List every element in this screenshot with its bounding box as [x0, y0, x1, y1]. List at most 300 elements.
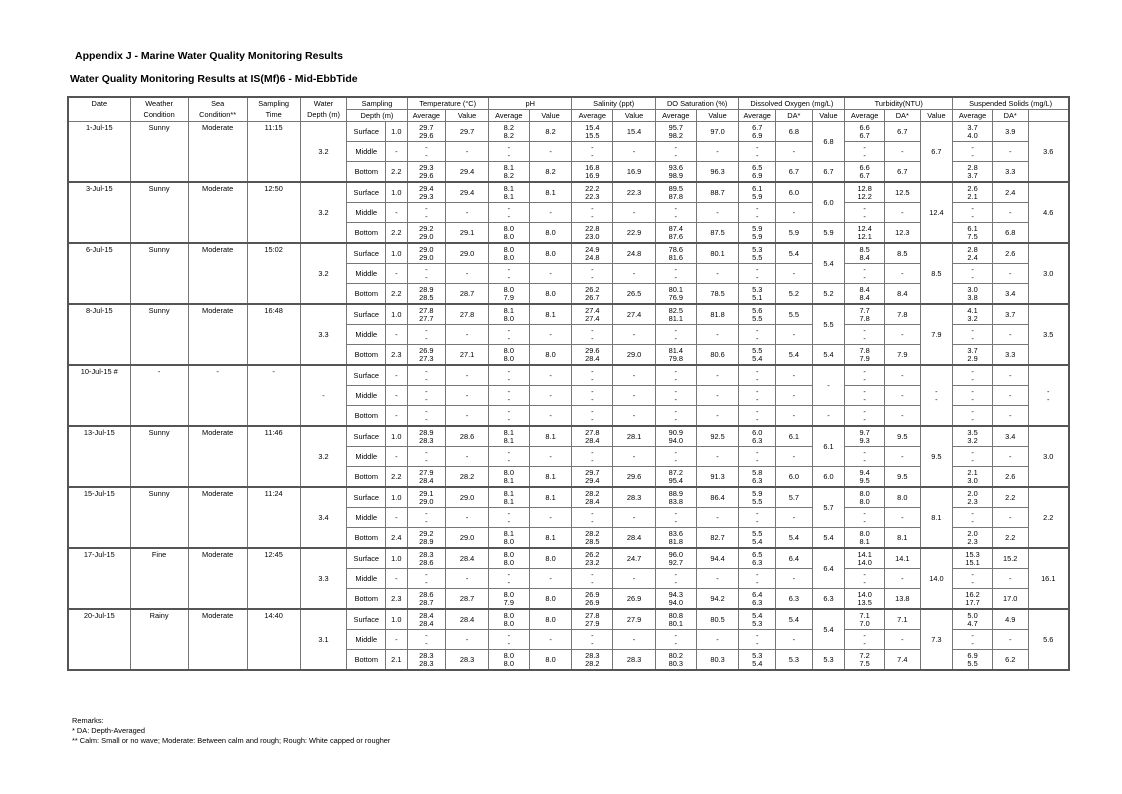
header-sub-0	[68, 110, 130, 122]
turb-cell: 8.0 8.0	[845, 487, 885, 508]
weather-cell: Sunny	[130, 487, 188, 548]
ph-avg-cell: 8.0	[529, 589, 572, 610]
ss-cell: 3.0 3.8	[953, 284, 993, 305]
temp-avg-cell: 27.1	[446, 345, 489, 366]
do-avg-cell: 5.5	[776, 304, 813, 325]
temp-cell: 26.9 27.3	[407, 345, 446, 366]
ph-cell: - -	[488, 203, 529, 223]
dos-cell: 90.9 94.0	[655, 426, 696, 447]
level-cell: Bottom	[347, 467, 386, 488]
dos-avg-cell: -	[696, 325, 739, 345]
level-cell: Middle	[347, 508, 386, 528]
temp-avg-cell: 29.0	[446, 528, 489, 549]
dos-cell: 88.9 83.8	[655, 487, 696, 508]
ph-avg-cell: 8.0	[529, 223, 572, 244]
dos-cell: - -	[655, 630, 696, 650]
turb-avg-cell: 8.0	[884, 487, 920, 508]
turb-da-cell: 7.9	[920, 304, 953, 365]
dos-cell: 80.1 76.9	[655, 284, 696, 305]
sal-avg-cell: 29.0	[613, 345, 656, 366]
temp-cell: 29.4 29.3	[407, 182, 446, 203]
temp-avg-cell: 29.1	[446, 223, 489, 244]
do-cell: 5.6 5.5	[739, 304, 776, 325]
level-cell: Surface	[347, 487, 386, 508]
do-avg-cell: -	[776, 447, 813, 467]
water-depth-cell: 3.2	[300, 243, 347, 304]
sal-avg-cell: 29.6	[613, 467, 656, 488]
turb-da-cell: 6.7	[920, 122, 953, 183]
do-cell: 5.4 5.3	[739, 609, 776, 630]
sal-avg-cell: -	[613, 142, 656, 162]
ph-cell: 8.2 8.2	[488, 122, 529, 142]
sal-cell: - -	[572, 203, 613, 223]
dos-avg-cell: 80.6	[696, 345, 739, 366]
sal-avg-cell: -	[613, 508, 656, 528]
temp-cell: - -	[407, 386, 446, 406]
ss-cell: - -	[953, 365, 993, 386]
dos-cell: - -	[655, 386, 696, 406]
sampling-depth-cell: -	[386, 447, 407, 467]
temp-avg-cell: 28.7	[446, 284, 489, 305]
ph-avg-cell: -	[529, 630, 572, 650]
ph-cell: - -	[488, 630, 529, 650]
ss-avg-cell: 2.6	[992, 243, 1028, 264]
ss-da-cell: 2.2	[1028, 487, 1069, 548]
sal-avg-cell: 28.1	[613, 426, 656, 447]
do-cell: - -	[739, 447, 776, 467]
dos-cell: 80.2 80.3	[655, 650, 696, 671]
temp-avg-cell: -	[446, 203, 489, 223]
header-date: Date	[68, 97, 130, 110]
do-da-cell: 6.4	[812, 548, 845, 589]
header-salinity: Salinity (ppt)	[572, 97, 655, 110]
header-water-depth: Water	[300, 97, 347, 110]
sal-avg-cell: 27.9	[613, 609, 656, 630]
ph-avg-cell: -	[529, 569, 572, 589]
turb-da-cell: 8.1	[920, 487, 953, 548]
turb-avg-cell: 13.8	[884, 589, 920, 610]
ss-avg-cell: 4.9	[992, 609, 1028, 630]
do-avg-cell: 5.9	[776, 223, 813, 244]
header-suspended-solids: Suspended Solids (mg/L)	[953, 97, 1069, 110]
temp-avg-cell: 28.4	[446, 609, 489, 630]
turb-cell: 7.1 7.0	[845, 609, 885, 630]
ss-avg-cell: 6.8	[992, 223, 1028, 244]
ph-cell: - -	[488, 447, 529, 467]
sal-avg-cell: 15.4	[613, 122, 656, 142]
sampling-depth-cell: -	[386, 325, 407, 345]
sampling-time-cell: 15:02	[247, 243, 300, 304]
sampling-depth-cell: -	[386, 365, 407, 386]
ph-cell: 8.1 8.1	[488, 487, 529, 508]
header-sub-14: Value	[696, 110, 739, 122]
dos-cell: - -	[655, 447, 696, 467]
turb-cell: - -	[845, 142, 885, 162]
temp-avg-cell: -	[446, 508, 489, 528]
header-weather: Weather	[130, 97, 188, 110]
ss-cell: - -	[953, 569, 993, 589]
temp-cell: 29.1 29.0	[407, 487, 446, 508]
sal-cell: - -	[572, 447, 613, 467]
sea-condition-cell: -	[188, 365, 247, 426]
level-cell: Bottom	[347, 284, 386, 305]
ss-avg-cell: -	[992, 386, 1028, 406]
dos-avg-cell: -	[696, 203, 739, 223]
header-sampling-time: Sampling	[247, 97, 300, 110]
turb-avg-cell: 14.1	[884, 548, 920, 569]
sal-cell: - -	[572, 264, 613, 284]
turb-cell: 12.4 12.1	[845, 223, 885, 244]
sampling-depth-cell: -	[386, 508, 407, 528]
ph-avg-cell: 8.2	[529, 122, 572, 142]
turb-da-cell: 9.5	[920, 426, 953, 487]
table-row	[68, 365, 1069, 386]
sal-avg-cell: 28.3	[613, 487, 656, 508]
ph-cell: 8.0 8.0	[488, 548, 529, 569]
turb-cell: - -	[845, 406, 885, 427]
ss-cell: - -	[953, 447, 993, 467]
sea-condition-cell: Moderate	[188, 548, 247, 609]
temp-cell: - -	[407, 630, 446, 650]
ph-avg-cell: 8.2	[529, 162, 572, 183]
weather-cell: -	[130, 365, 188, 426]
header-sub-5: Depth (m)	[347, 110, 407, 122]
remark-da: * DA: Depth-Averaged	[72, 726, 145, 735]
sea-condition-cell: Moderate	[188, 609, 247, 670]
do-cell: - -	[739, 325, 776, 345]
weather-cell: Rainy	[130, 609, 188, 670]
sampling-depth-cell: 2.2	[386, 162, 407, 183]
sal-cell: - -	[572, 325, 613, 345]
ph-avg-cell: 8.1	[529, 182, 572, 203]
ss-avg-cell: 3.4	[992, 284, 1028, 305]
sal-cell: 22.2 22.3	[572, 182, 613, 203]
do-cell: - -	[739, 508, 776, 528]
level-cell: Middle	[347, 386, 386, 406]
temp-cell: 28.9 28.5	[407, 284, 446, 305]
sal-cell: 24.9 24.8	[572, 243, 613, 264]
ph-cell: 8.0 8.0	[488, 345, 529, 366]
level-cell: Middle	[347, 630, 386, 650]
ss-cell: 5.0 4.7	[953, 609, 993, 630]
dos-avg-cell: -	[696, 447, 739, 467]
temp-cell: - -	[407, 264, 446, 284]
dos-cell: - -	[655, 325, 696, 345]
ss-cell: - -	[953, 142, 993, 162]
table-body	[68, 122, 1069, 671]
header-sub-16: DA*	[776, 110, 813, 122]
dos-cell: - -	[655, 365, 696, 386]
do-da-bottom-cell: 5.4	[812, 345, 845, 366]
do-da-bottom-cell: 6.3	[812, 589, 845, 610]
turb-avg-cell: 9.5	[884, 467, 920, 488]
sea-condition-cell: Moderate	[188, 122, 247, 183]
sampling-depth-cell: 2.2	[386, 223, 407, 244]
table-header	[68, 97, 1069, 122]
sal-cell: 15.4 15.5	[572, 122, 613, 142]
ph-avg-cell: 8.0	[529, 609, 572, 630]
temp-avg-cell: 28.7	[446, 589, 489, 610]
temp-avg-cell: -	[446, 569, 489, 589]
ss-avg-cell: -	[992, 264, 1028, 284]
sampling-time-cell: 11:15	[247, 122, 300, 183]
table-row	[68, 487, 1069, 508]
ss-da-cell: 4.6	[1028, 182, 1069, 243]
header-sub-11: Average	[572, 110, 613, 122]
sal-avg-cell: 26.5	[613, 284, 656, 305]
table-title: Water Quality Monitoring Results at IS(Mf)6 - Mid-EbbTide	[70, 73, 358, 85]
sampling-depth-cell: 1.0	[386, 487, 407, 508]
ph-cell: 8.1 8.0	[488, 304, 529, 325]
do-cell: 5.3 5.5	[739, 243, 776, 264]
sampling-depth-cell: 1.0	[386, 122, 407, 142]
temp-avg-cell: 28.2	[446, 467, 489, 488]
sal-avg-cell: 24.7	[613, 548, 656, 569]
temp-avg-cell: 27.8	[446, 304, 489, 325]
turb-avg-cell: 7.1	[884, 609, 920, 630]
sal-cell: 28.2 28.5	[572, 528, 613, 549]
sampling-time-cell: 16:48	[247, 304, 300, 365]
temp-cell: 28.3 28.6	[407, 548, 446, 569]
do-cell: 6.1 5.9	[739, 182, 776, 203]
header-sub-12: Value	[613, 110, 656, 122]
level-cell: Middle	[347, 142, 386, 162]
sal-avg-cell: 27.4	[613, 304, 656, 325]
turb-avg-cell: 12.3	[884, 223, 920, 244]
dos-cell: - -	[655, 406, 696, 427]
turb-cell: 12.8 12.2	[845, 182, 885, 203]
level-cell: Bottom	[347, 528, 386, 549]
level-cell: Bottom	[347, 345, 386, 366]
sampling-depth-cell: 1.0	[386, 426, 407, 447]
weather-cell: Sunny	[130, 426, 188, 487]
sal-avg-cell: -	[613, 203, 656, 223]
do-avg-cell: -	[776, 386, 813, 406]
do-avg-cell: 5.4	[776, 345, 813, 366]
dos-cell: - -	[655, 569, 696, 589]
turb-avg-cell: 6.7	[884, 162, 920, 183]
header-ph: pH	[488, 97, 571, 110]
temp-cell: - -	[407, 447, 446, 467]
sal-cell: 29.6 28.4	[572, 345, 613, 366]
water-depth-cell: 3.2	[300, 426, 347, 487]
turb-cell: - -	[845, 569, 885, 589]
header-sub-4: Depth (m)	[300, 110, 347, 122]
turb-avg-cell: 12.5	[884, 182, 920, 203]
temp-avg-cell: -	[446, 142, 489, 162]
level-cell: Surface	[347, 122, 386, 142]
dos-cell: 87.4 87.6	[655, 223, 696, 244]
turb-da-cell: 12.4	[920, 182, 953, 243]
sampling-depth-cell: 2.3	[386, 345, 407, 366]
do-da-bottom-cell: 5.4	[812, 528, 845, 549]
dos-avg-cell: 86.4	[696, 487, 739, 508]
ss-avg-cell: -	[992, 365, 1028, 386]
ph-cell: 8.1 8.2	[488, 162, 529, 183]
ss-cell: - -	[953, 203, 993, 223]
turb-avg-cell: 7.9	[884, 345, 920, 366]
level-cell: Bottom	[347, 589, 386, 610]
temp-avg-cell: -	[446, 406, 489, 427]
dos-cell: 89.5 87.8	[655, 182, 696, 203]
dos-cell: - -	[655, 142, 696, 162]
do-cell: 5.3 5.4	[739, 650, 776, 671]
turb-avg-cell: -	[884, 406, 920, 427]
ss-avg-cell: 3.9	[992, 122, 1028, 142]
do-cell: - -	[739, 203, 776, 223]
level-cell: Bottom	[347, 162, 386, 183]
turb-cell: - -	[845, 325, 885, 345]
table-row	[68, 122, 1069, 142]
header-sub-22: DA*	[992, 110, 1028, 122]
level-cell: Middle	[347, 569, 386, 589]
date-cell: 8-Jul-15	[68, 304, 130, 365]
turb-cell: 8.0 8.1	[845, 528, 885, 549]
sal-avg-cell: -	[613, 325, 656, 345]
do-cell: 5.3 5.1	[739, 284, 776, 305]
header-sub-9: Average	[488, 110, 529, 122]
dos-avg-cell: -	[696, 386, 739, 406]
sea-condition-cell: Moderate	[188, 304, 247, 365]
do-avg-cell: -	[776, 203, 813, 223]
sal-avg-cell: 16.9	[613, 162, 656, 183]
dos-cell: - -	[655, 264, 696, 284]
turb-cell: 9.4 9.5	[845, 467, 885, 488]
do-da-cell: 5.5	[812, 304, 845, 345]
turb-avg-cell: 7.8	[884, 304, 920, 325]
do-da-bottom-cell: 5.2	[812, 284, 845, 305]
weather-cell: Sunny	[130, 243, 188, 304]
do-avg-cell: 6.0	[776, 467, 813, 488]
level-cell: Middle	[347, 325, 386, 345]
temp-avg-cell: 29.7	[446, 122, 489, 142]
header-do-saturation: DO Saturation (%)	[655, 97, 738, 110]
turb-avg-cell: -	[884, 142, 920, 162]
temp-cell: - -	[407, 365, 446, 386]
water-depth-cell: 3.1	[300, 609, 347, 670]
temp-avg-cell: 28.4	[446, 548, 489, 569]
turb-cell: 7.8 7.9	[845, 345, 885, 366]
ss-cell: 2.8 2.4	[953, 243, 993, 264]
ss-cell: 16.2 17.7	[953, 589, 993, 610]
ph-avg-cell: -	[529, 203, 572, 223]
turb-cell: 8.5 8.4	[845, 243, 885, 264]
ss-da-cell: 3.0	[1028, 426, 1069, 487]
level-cell: Middle	[347, 264, 386, 284]
ph-cell: 8.0 8.0	[488, 650, 529, 671]
header-sub-15: Average	[739, 110, 776, 122]
header-turbidity: Turbidity(NTU)	[845, 97, 953, 110]
do-cell: 6.0 6.3	[739, 426, 776, 447]
temp-avg-cell: 28.3	[446, 650, 489, 671]
sal-cell: 27.8 28.4	[572, 426, 613, 447]
ss-cell: 6.1 7.5	[953, 223, 993, 244]
dos-avg-cell: 87.5	[696, 223, 739, 244]
turb-cell: 9.7 9.3	[845, 426, 885, 447]
ss-avg-cell: 15.2	[992, 548, 1028, 569]
sal-avg-cell: -	[613, 406, 656, 427]
do-cell: - -	[739, 569, 776, 589]
turb-avg-cell: -	[884, 386, 920, 406]
dos-avg-cell: -	[696, 630, 739, 650]
dos-cell: - -	[655, 508, 696, 528]
ss-cell: 3.7 2.9	[953, 345, 993, 366]
remark-calm: ** Calm: Small or no wave; Moderate: Between calm and rough; Rough: White capped or rougher	[72, 736, 391, 745]
ss-avg-cell: 2.2	[992, 487, 1028, 508]
turb-cell: - -	[845, 630, 885, 650]
turb-cell: - -	[845, 386, 885, 406]
sal-avg-cell: -	[613, 365, 656, 386]
sal-cell: 27.8 27.9	[572, 609, 613, 630]
dos-cell: 87.2 95.4	[655, 467, 696, 488]
turb-avg-cell: 9.5	[884, 426, 920, 447]
sampling-time-cell: 12:45	[247, 548, 300, 609]
turb-avg-cell: 6.7	[884, 122, 920, 142]
turb-cell: - -	[845, 264, 885, 284]
do-cell: - -	[739, 264, 776, 284]
ss-cell: 4.1 3.2	[953, 304, 993, 325]
sal-cell: 26.9 26.9	[572, 589, 613, 610]
ph-cell: - -	[488, 386, 529, 406]
ss-avg-cell: 2.6	[992, 467, 1028, 488]
sal-avg-cell: 22.3	[613, 182, 656, 203]
do-cell: 5.5 5.4	[739, 528, 776, 549]
turb-cell: 6.6 6.7	[845, 162, 885, 183]
sal-cell: - -	[572, 508, 613, 528]
sal-cell: 16.8 16.9	[572, 162, 613, 183]
sampling-depth-cell: 1.0	[386, 548, 407, 569]
ph-cell: - -	[488, 264, 529, 284]
temp-cell: 29.2 29.0	[407, 223, 446, 244]
ph-avg-cell: 8.1	[529, 467, 572, 488]
weather-cell: Sunny	[130, 304, 188, 365]
temp-cell: 29.2 28.9	[407, 528, 446, 549]
date-cell: 15-Jul-15	[68, 487, 130, 548]
ss-da-cell: - -	[1028, 365, 1069, 426]
level-cell: Surface	[347, 426, 386, 447]
turb-cell: 6.6 6.7	[845, 122, 885, 142]
ph-avg-cell: 8.1	[529, 528, 572, 549]
ph-cell: - -	[488, 508, 529, 528]
turb-cell: 7.2 7.5	[845, 650, 885, 671]
weather-cell: Sunny	[130, 182, 188, 243]
ph-avg-cell: 8.0	[529, 345, 572, 366]
header-sub-17: Value	[812, 110, 845, 122]
dos-avg-cell: -	[696, 569, 739, 589]
level-cell: Surface	[347, 304, 386, 325]
ss-cell: - -	[953, 630, 993, 650]
dos-avg-cell: -	[696, 142, 739, 162]
ss-cell: - -	[953, 406, 993, 427]
sal-cell: 27.4 27.4	[572, 304, 613, 325]
header-sub-19: DA*	[884, 110, 920, 122]
do-cell: 6.4 6.3	[739, 589, 776, 610]
temp-avg-cell: 29.0	[446, 487, 489, 508]
do-da-cell: 5.4	[812, 609, 845, 650]
ss-avg-cell: -	[992, 508, 1028, 528]
sal-cell: 28.3 28.2	[572, 650, 613, 671]
turb-cell: - -	[845, 365, 885, 386]
turb-cell: - -	[845, 508, 885, 528]
ph-avg-cell: 8.1	[529, 304, 572, 325]
date-cell: 13-Jul-15	[68, 426, 130, 487]
sampling-depth-cell: -	[386, 569, 407, 589]
results-table	[67, 96, 1070, 671]
dos-avg-cell: 94.4	[696, 548, 739, 569]
do-avg-cell: -	[776, 630, 813, 650]
header-sub-8: Value	[446, 110, 489, 122]
ph-cell: 8.0 8.0	[488, 243, 529, 264]
